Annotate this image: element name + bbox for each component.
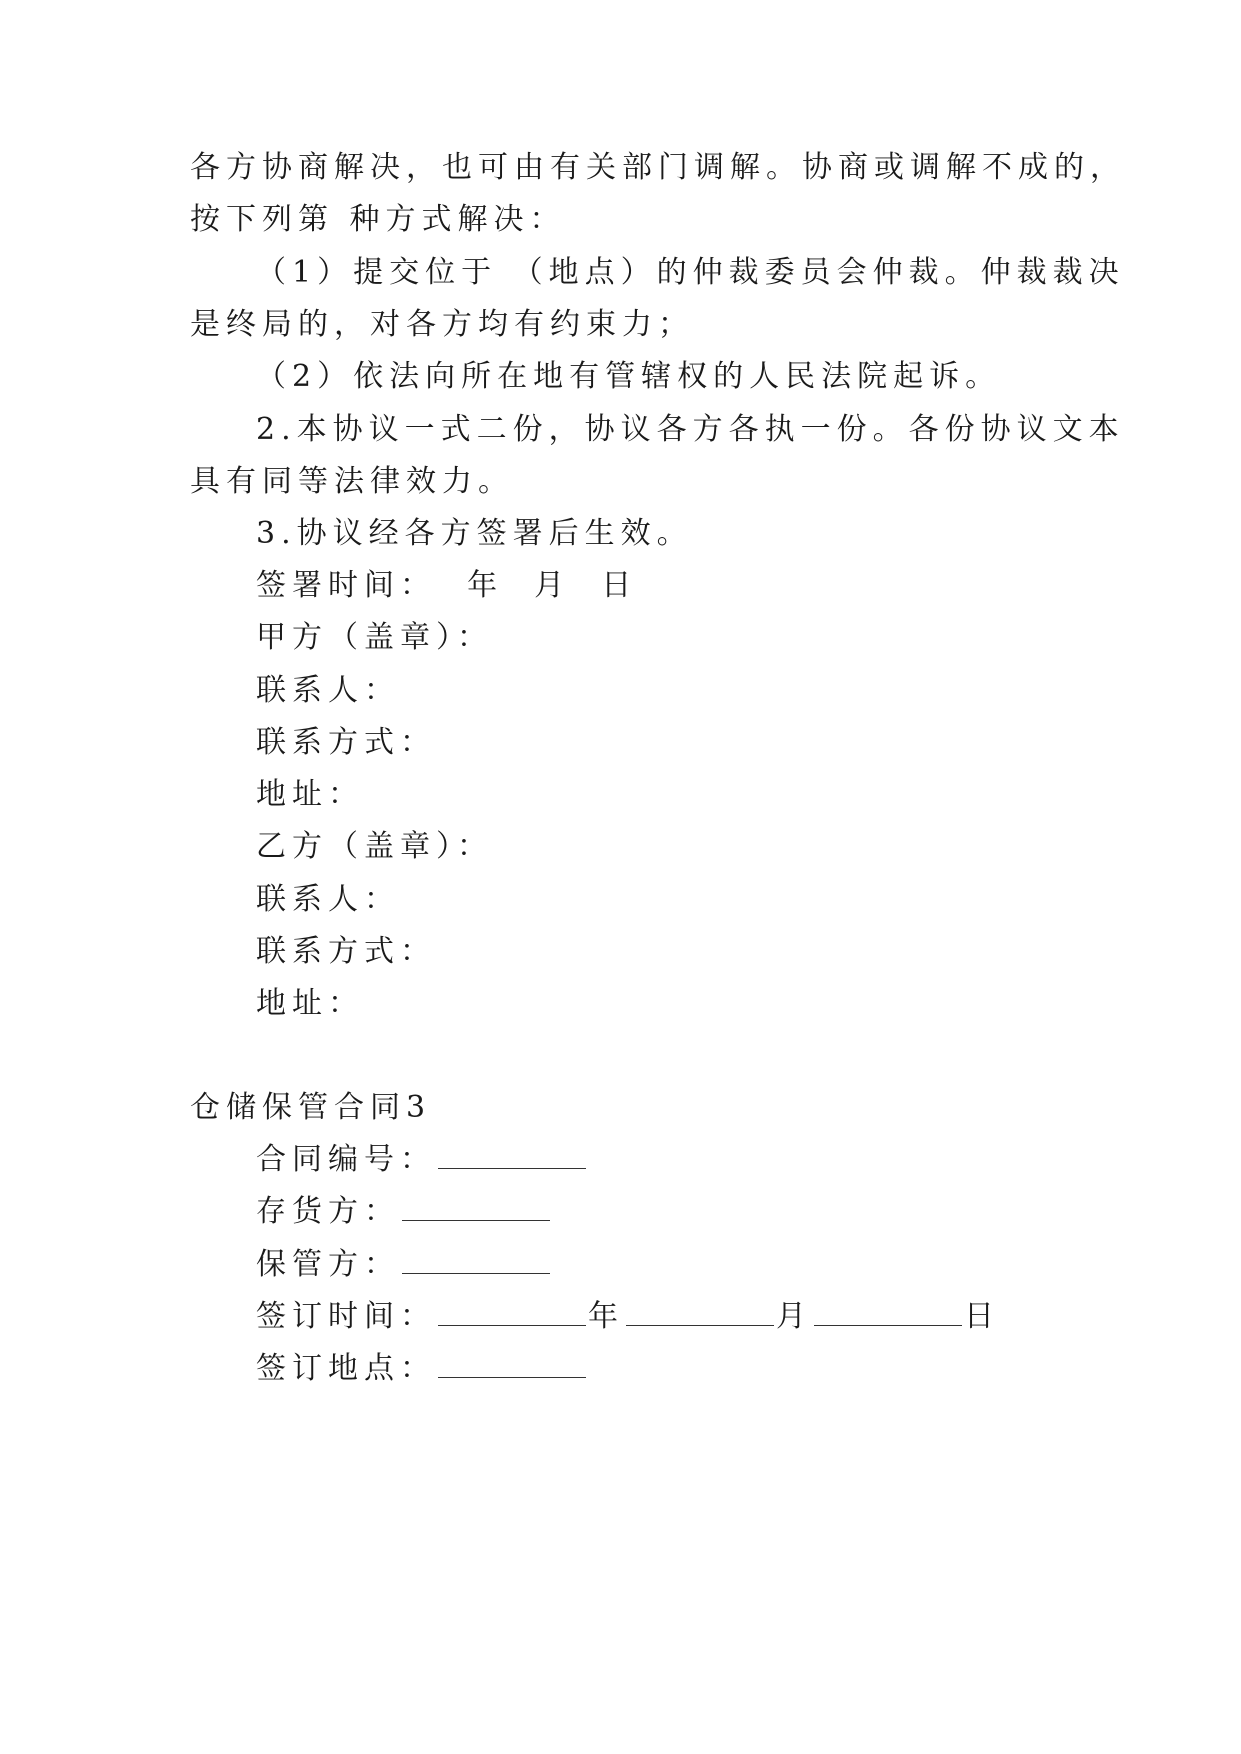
clause-2: 2.本协议一式二份，协议各方各执一份。各份协议文本	[256, 412, 1125, 447]
party-b-address: 地址：	[256, 986, 364, 1021]
paragraph-line: 具有同等法律效力。	[190, 464, 514, 499]
sign-place-blank	[438, 1351, 586, 1378]
custodian-label: 保管方：	[256, 1247, 400, 1282]
party-a-address: 地址：	[256, 777, 364, 812]
day-blank	[814, 1299, 962, 1326]
contract-no-blank	[438, 1142, 586, 1169]
sign-time-row	[256, 1297, 1000, 1337]
party-a-seal: 甲方（盖章）：	[256, 620, 493, 655]
arbitration-option-1: （1）提交位于 （地点）的仲裁委员会仲裁。仲裁裁决	[256, 255, 1125, 290]
contract-no-row	[256, 1140, 588, 1180]
day-label: 日	[964, 1299, 1000, 1334]
sign-time-label: 签订时间：	[256, 1299, 436, 1334]
party-b-contact: 联系人：	[256, 882, 400, 917]
arbitration-option-2: （2）依法向所在地有管辖权的人民法院起诉。	[256, 359, 1002, 394]
party-b-seal: 乙方（盖章）：	[256, 829, 493, 864]
sign-place-row	[256, 1349, 588, 1389]
depositor-blank	[402, 1194, 550, 1221]
depositor-row	[256, 1192, 552, 1232]
party-a-contact-method: 联系方式：	[256, 725, 436, 760]
contract-no-label: 合同编号：	[256, 1142, 436, 1177]
sign-place-label: 签订地点：	[256, 1351, 436, 1386]
clause-3: 3.协议经各方签署后生效。	[256, 516, 693, 551]
month-blank	[626, 1299, 774, 1326]
paragraph-line: 是终局的，对各方均有约束力；	[190, 307, 694, 342]
paragraph-line: 按下列第 种方式解决：	[190, 202, 566, 237]
year-label: 年	[588, 1299, 624, 1334]
year-blank	[438, 1299, 586, 1326]
month-label: 月	[776, 1299, 812, 1334]
depositor-label: 存货方：	[256, 1194, 400, 1229]
custodian-row	[256, 1245, 552, 1285]
party-b-contact-method: 联系方式：	[256, 934, 436, 969]
custodian-blank	[402, 1247, 550, 1274]
party-a-contact: 联系人：	[256, 673, 400, 708]
paragraph-line: 各方协商解决，也可由有关部门调解。协商或调解不成的，	[190, 150, 1126, 185]
signing-date: 签署时间： 年 月 日	[256, 568, 638, 603]
section-title: 仓储保管合同3	[190, 1090, 432, 1125]
